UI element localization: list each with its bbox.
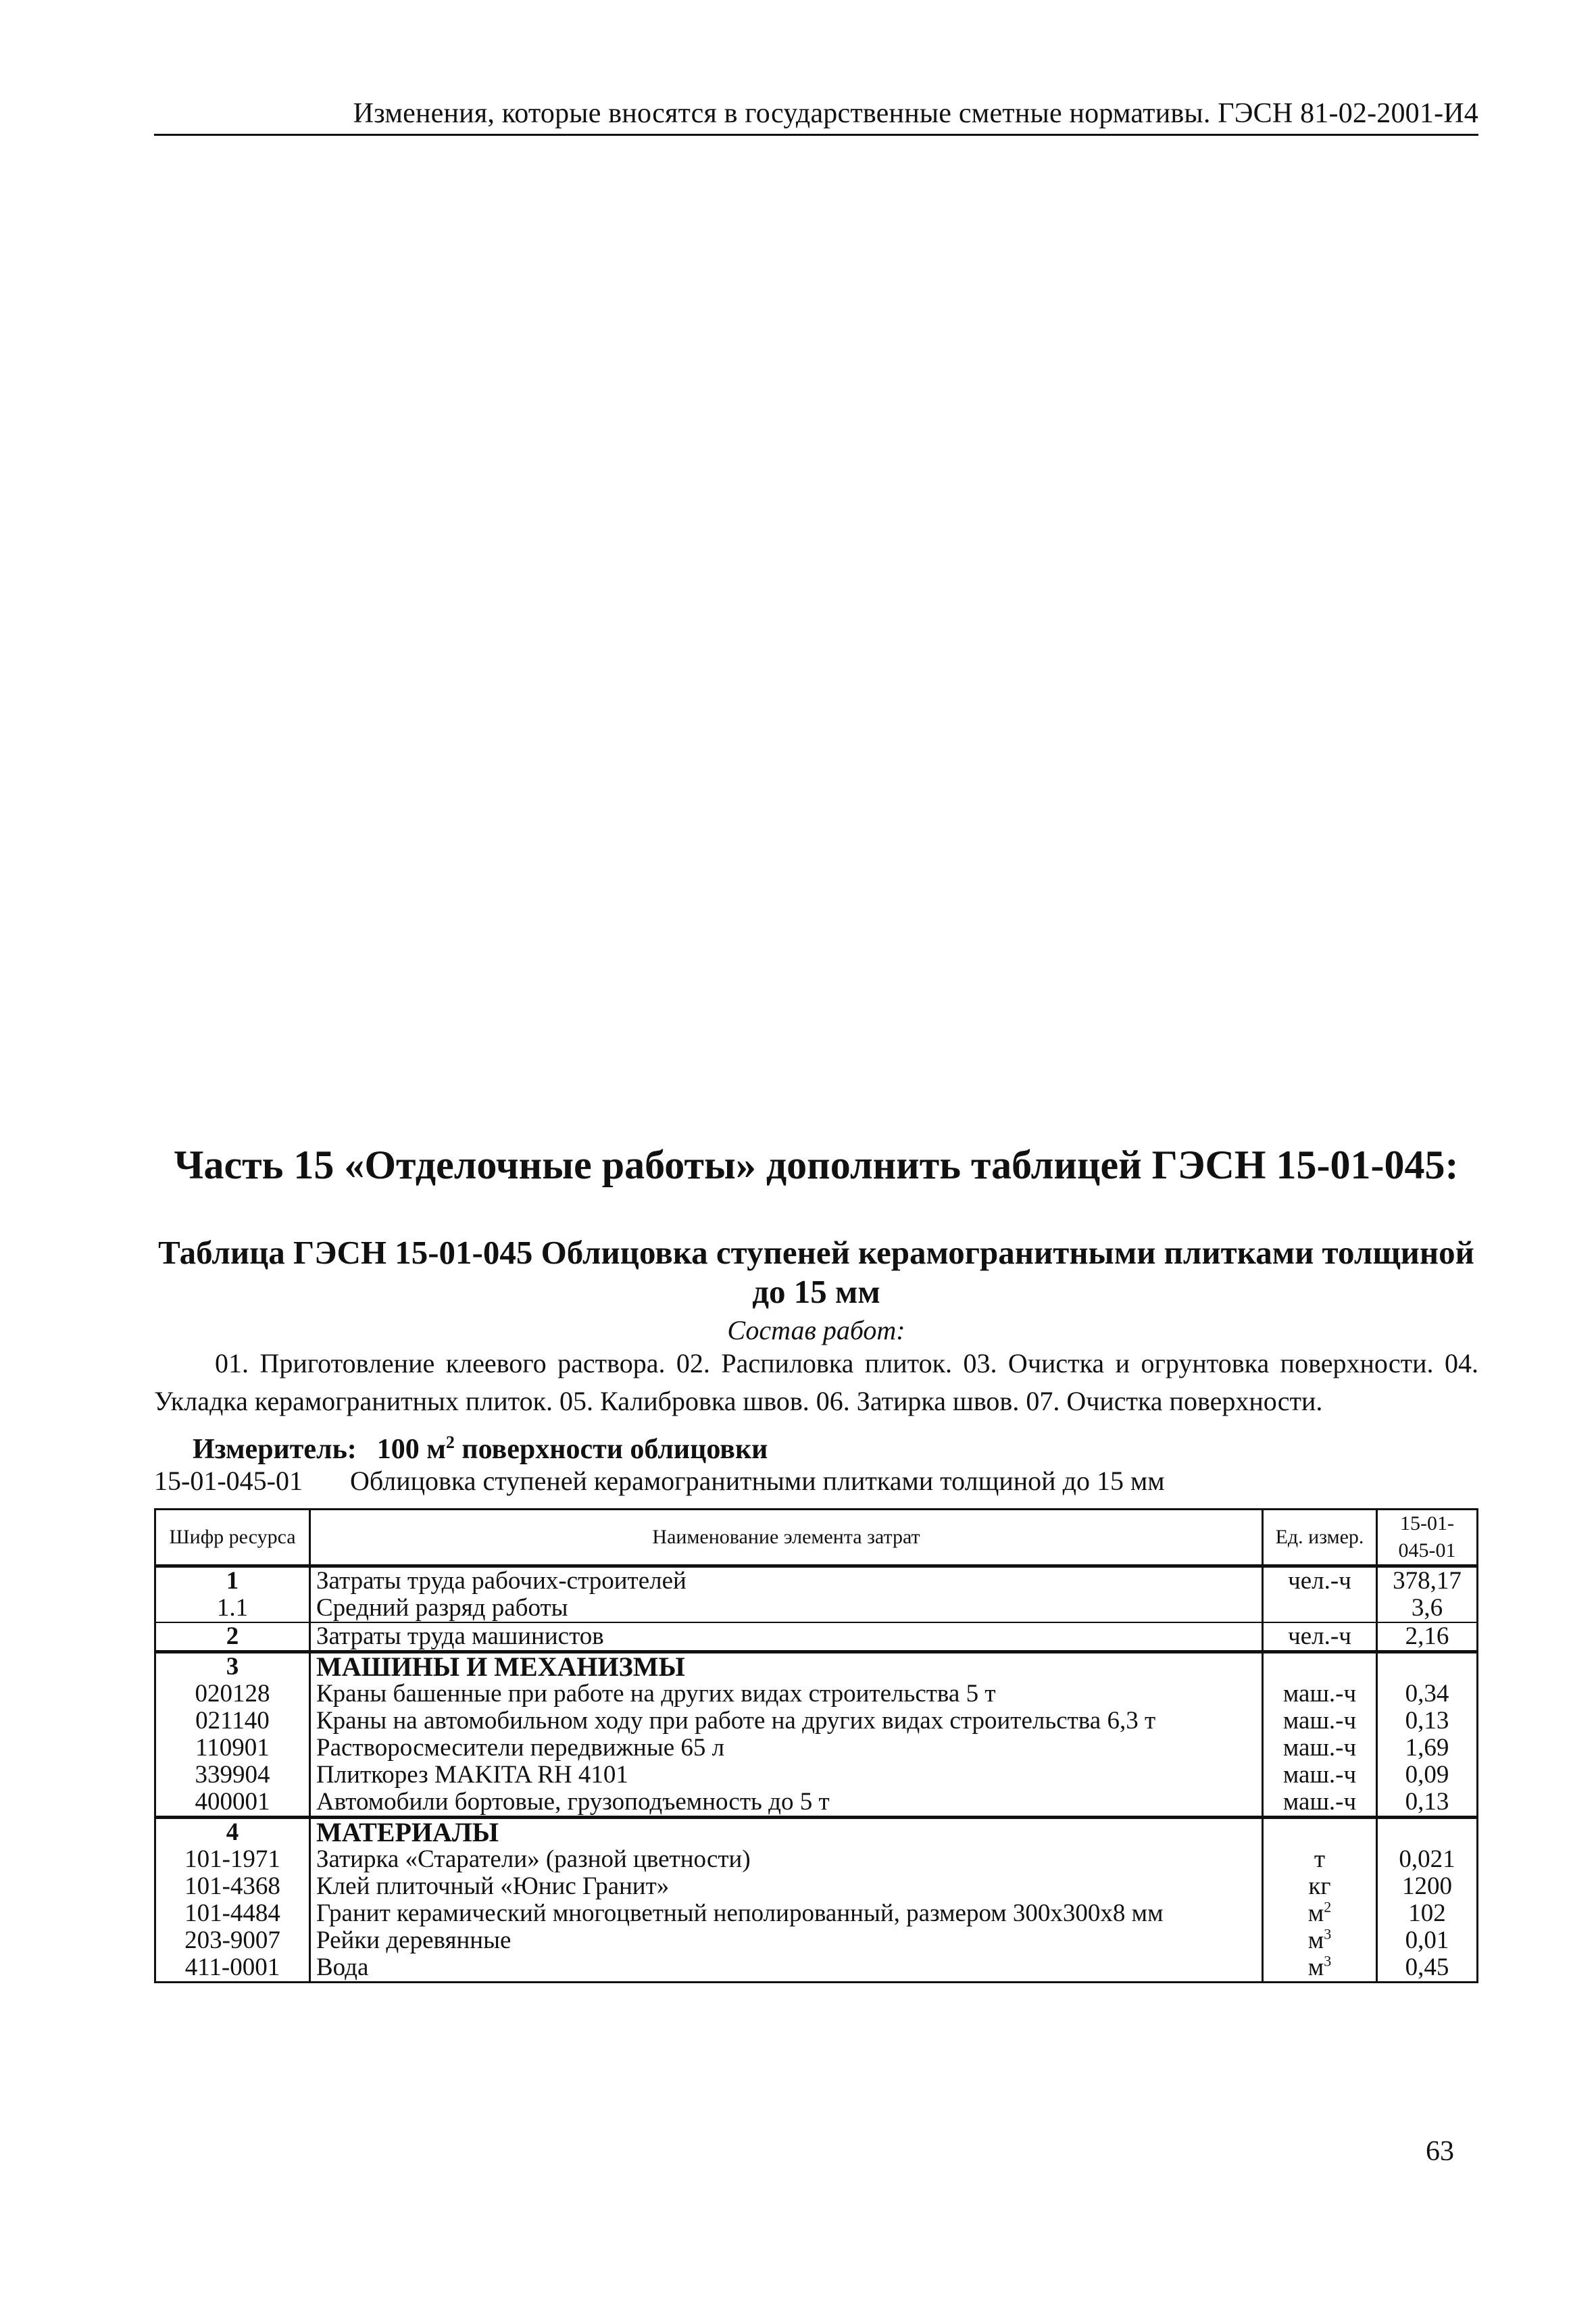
part-title: Часть 15 «Отделочные работы» дополнить таблицей ГЭСН 15-01-045: <box>174 1143 1459 1187</box>
row-name: Затирка «Старатели» (разной цветности) <box>316 1845 751 1873</box>
row-unit: чел.-ч <box>1263 1622 1377 1652</box>
row-name: Вода <box>310 1954 1263 1983</box>
unit-text: м <box>1307 1953 1324 1981</box>
row-value: 378,17 <box>1377 1566 1478 1595</box>
norm-description: Облицовка ступеней керамогранитными плитками толщиной до 15 мм <box>350 1466 1165 1496</box>
row-code: 020128 <box>155 1681 310 1708</box>
table-row <box>155 1762 1478 1789</box>
row-value: 0,13 <box>1377 1708 1478 1735</box>
norm-code: 15-01-045-01 <box>154 1466 303 1496</box>
row-name: Гранит керамический многоцветный неполированный, размером 300х300х8 мм <box>316 1899 1164 1927</box>
row-unit <box>1263 1846 1377 1873</box>
table-row <box>155 1595 1478 1622</box>
table-title-line2: до 15 мм <box>752 1273 880 1310</box>
row-value: 0,34 <box>1377 1681 1478 1708</box>
row-name: Затраты труда рабочих-строителей <box>310 1566 1263 1595</box>
row-name: Краны на автомобильном ходу при работе на других видах строительства 6,3 т <box>316 1707 1156 1735</box>
section-value <box>1377 1818 1478 1847</box>
unit-text: т <box>1314 1845 1326 1873</box>
unit-exponent: 3 <box>1324 1925 1332 1943</box>
row-unit: маш.-ч <box>1263 1789 1377 1818</box>
row-unit: маш.-ч <box>1263 1708 1377 1735</box>
table-row <box>155 1622 1478 1652</box>
table-header-row <box>155 1510 1478 1566</box>
table-row <box>155 1954 1478 1983</box>
section-name: МАТЕРИАЛЫ <box>310 1818 1263 1847</box>
row-unit <box>1263 1954 1377 1983</box>
unit-exponent: 3 <box>1324 1952 1332 1970</box>
row-code: 021140 <box>155 1708 310 1735</box>
row-value: 0,021 <box>1377 1846 1478 1873</box>
unit-text: кг <box>1308 1872 1331 1900</box>
meter-exponent: 2 <box>445 1433 455 1452</box>
table-row <box>155 1927 1478 1954</box>
unit-text: м <box>1307 1899 1324 1927</box>
row-value: 1200 <box>1377 1873 1478 1900</box>
row-name: Средний разряд работы <box>310 1595 1263 1622</box>
header-value-line1: 15-01- <box>1400 1512 1454 1535</box>
header-text: Изменения, которые вносятся в государственные сметные нормативы. ГЭСН 81-02-2001-И4 <box>353 98 1478 129</box>
section-name: МАШИНЫ И МЕХАНИЗМЫ <box>310 1652 1263 1681</box>
row-code: 101-4368 <box>155 1873 310 1900</box>
section-row-materials <box>155 1818 1478 1847</box>
table-row <box>155 1873 1478 1900</box>
row-unit <box>1263 1927 1377 1954</box>
section-code: 4 <box>155 1818 310 1847</box>
meter-label: Измеритель: <box>193 1434 357 1465</box>
table-title-line1: Таблица ГЭСН 15-01-045 Облицовка ступеней керамогранитными плитками толщиной <box>158 1234 1474 1271</box>
row-code: 101-4484 <box>155 1900 310 1927</box>
header-code: Шифр ресурса <box>155 1510 310 1566</box>
row-value: 0,09 <box>1377 1762 1478 1789</box>
row-code: 400001 <box>155 1789 310 1818</box>
row-value: 1,69 <box>1377 1735 1478 1762</box>
row-code: 411-0001 <box>155 1954 310 1983</box>
work-composition-caption: Состав работ: <box>727 1315 905 1345</box>
meter-suffix: поверхности облицовки <box>454 1434 768 1465</box>
row-value: 3,6 <box>1377 1595 1478 1622</box>
row-name: Краны башенные при работе на других видах строительства 5 т <box>316 1680 996 1708</box>
row-code: 1.1 <box>155 1595 310 1622</box>
section-row-machines <box>155 1652 1478 1681</box>
section-unit <box>1263 1652 1377 1681</box>
row-name: Растворосмесители передвижные 65 л <box>316 1734 725 1762</box>
meter-line <box>193 1433 768 1466</box>
table-row <box>155 1735 1478 1762</box>
row-code: 101-1971 <box>155 1846 310 1873</box>
row-code: 1 <box>155 1566 310 1595</box>
table-title <box>154 1233 1478 1312</box>
row-name: Рейки деревянные <box>316 1926 512 1954</box>
header-value <box>1377 1510 1478 1566</box>
header-unit: Ед. измер. <box>1263 1510 1377 1566</box>
table-row <box>155 1846 1478 1873</box>
table-row <box>155 1900 1478 1927</box>
header-name: Наименование элемента затрат <box>310 1510 1263 1566</box>
row-code: 339904 <box>155 1762 310 1789</box>
norm-code-line <box>154 1465 1165 1497</box>
meter-value: 100 м <box>376 1434 446 1465</box>
row-name: Затраты труда машинистов <box>310 1622 1263 1652</box>
row-name: Плиткорез MAKITA RH 4101 <box>316 1761 628 1789</box>
unit-text: м <box>1307 1926 1324 1954</box>
unit-exponent: 2 <box>1324 1898 1332 1916</box>
section-unit <box>1263 1818 1377 1847</box>
page-number: 63 <box>1426 2136 1454 2167</box>
norm-table <box>154 1508 1478 1983</box>
row-unit <box>1263 1595 1377 1622</box>
row-value: 0,45 <box>1377 1954 1478 1983</box>
row-code: 110901 <box>155 1735 310 1762</box>
row-value: 2,16 <box>1377 1622 1478 1652</box>
row-unit: маш.-ч <box>1263 1735 1377 1762</box>
row-value: 0,13 <box>1377 1789 1478 1818</box>
row-code: 203-9007 <box>155 1927 310 1954</box>
section-code: 3 <box>155 1652 310 1681</box>
header-value-line2: 045-01 <box>1398 1539 1456 1562</box>
table-row <box>155 1708 1478 1735</box>
row-name: Клей плиточный «Юнис Гранит» <box>316 1872 670 1900</box>
table-row <box>155 1681 1478 1708</box>
page-header <box>154 95 1478 136</box>
work-composition-text: 01. Приготовление клеевого раствора. 02. Распиловка плиток. 03. Очистка и огрунтовка поверхности. 04. Укладка керамогранитных плиток. 05. Калибровка швов. 06. Затирка швов. 07. Очистка поверхности. <box>154 1348 1478 1416</box>
row-unit: чел.-ч <box>1263 1566 1377 1595</box>
table-row <box>155 1566 1478 1595</box>
row-unit: маш.-ч <box>1263 1681 1377 1708</box>
table-row <box>155 1789 1478 1818</box>
row-value: 0,01 <box>1377 1927 1478 1954</box>
section-value <box>1377 1652 1478 1681</box>
row-name: Автомобили бортовые, грузоподъемность до 5 т <box>310 1789 1263 1818</box>
row-value: 102 <box>1377 1900 1478 1927</box>
row-unit: маш.-ч <box>1263 1762 1377 1789</box>
row-unit <box>1263 1900 1377 1927</box>
row-unit <box>1263 1873 1377 1900</box>
row-code: 2 <box>155 1622 310 1652</box>
